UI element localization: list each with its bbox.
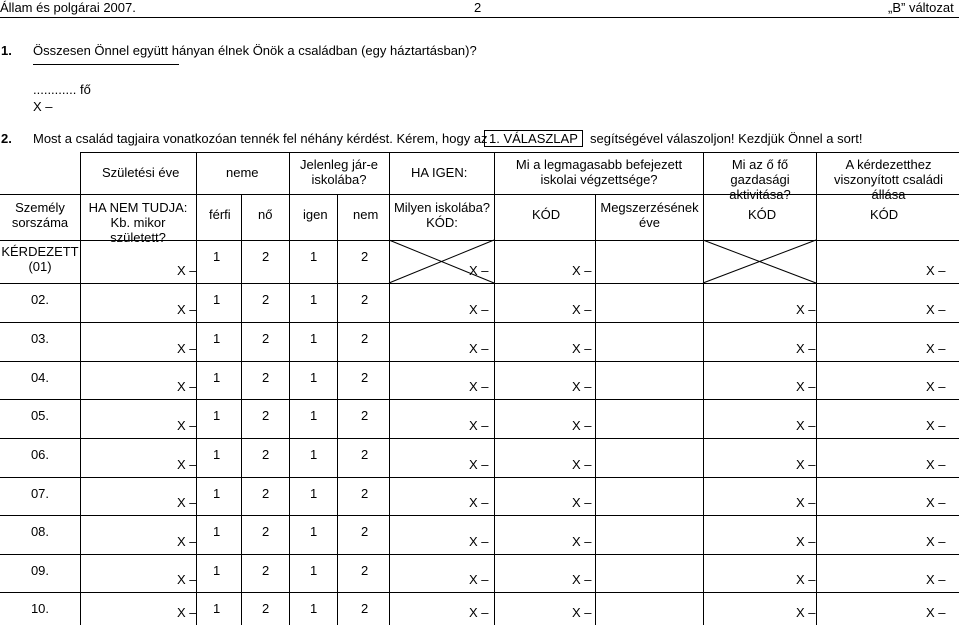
option-code: 2 bbox=[361, 447, 369, 462]
option-code: 1 bbox=[213, 370, 221, 385]
q1-number: 1. bbox=[1, 43, 12, 58]
th-ha-nem: HA NEM TUDJA: Kb. mikor született? bbox=[88, 200, 188, 245]
option-code: 2 bbox=[262, 370, 270, 385]
relation-code: X – bbox=[926, 495, 946, 510]
education-code: X – bbox=[572, 495, 592, 510]
option-code: 1 bbox=[213, 249, 221, 264]
option-code: 1 bbox=[213, 563, 221, 578]
birth-code: X – bbox=[177, 302, 197, 317]
option-code: 1 bbox=[310, 601, 318, 616]
option-code: 2 bbox=[262, 292, 270, 307]
school-code: X – bbox=[469, 263, 489, 278]
relation-code: X – bbox=[926, 263, 946, 278]
birth-code: X – bbox=[177, 418, 197, 433]
education-code: X – bbox=[572, 263, 592, 278]
option-code: 2 bbox=[262, 249, 270, 264]
option-code: 2 bbox=[361, 601, 369, 616]
q1-text: Összesen Önnel együtt hányan élnek Önök a családban (egy háztartásban)? bbox=[33, 43, 477, 58]
option-code: 1 bbox=[310, 447, 318, 462]
option-code: 2 bbox=[262, 486, 270, 501]
option-code: 1 bbox=[213, 408, 221, 423]
activity-code: X – bbox=[796, 418, 816, 433]
education-code: X – bbox=[572, 457, 592, 472]
relation-code: X – bbox=[926, 605, 946, 620]
birth-code: X – bbox=[177, 495, 197, 510]
relation-code: X – bbox=[926, 418, 946, 433]
school-code: X – bbox=[469, 379, 489, 394]
relation-code: X – bbox=[926, 572, 946, 587]
option-code: 1 bbox=[213, 524, 221, 539]
th-sex: neme bbox=[226, 165, 259, 180]
option-code: 1 bbox=[213, 447, 221, 462]
birth-code: X – bbox=[177, 379, 197, 394]
option-code: 2 bbox=[361, 486, 369, 501]
activity-code: X – bbox=[796, 457, 816, 472]
option-code: 1 bbox=[310, 292, 318, 307]
education-code: X – bbox=[572, 572, 592, 587]
header-right: „B” változat bbox=[888, 0, 954, 15]
option-code: 1 bbox=[310, 524, 318, 539]
school-code: X – bbox=[469, 534, 489, 549]
option-code: 2 bbox=[262, 601, 270, 616]
th-attends: Jelenleg jár-e iskolába? bbox=[299, 157, 379, 187]
option-code: 2 bbox=[361, 331, 369, 346]
school-code: X – bbox=[469, 457, 489, 472]
option-code: 1 bbox=[310, 249, 318, 264]
option-code: 1 bbox=[310, 563, 318, 578]
th-person: Személy sorszáma bbox=[11, 200, 69, 230]
option-code: 2 bbox=[361, 408, 369, 423]
header-left: Állam és polgárai 2007. bbox=[0, 0, 136, 15]
option-code: 2 bbox=[262, 524, 270, 539]
th-kod-act: KÓD bbox=[748, 207, 777, 222]
row-label: 06. bbox=[30, 447, 50, 462]
option-code: 1 bbox=[310, 486, 318, 501]
th-relation: A kérdezetthez viszonyított családi állása bbox=[833, 157, 944, 202]
row-label: KÉRDEZETT (01) bbox=[1, 244, 79, 274]
option-code: 2 bbox=[361, 524, 369, 539]
school-code: X – bbox=[469, 302, 489, 317]
option-code: 2 bbox=[262, 408, 270, 423]
q1-code: X – bbox=[33, 99, 53, 114]
school-code: X – bbox=[469, 495, 489, 510]
education-code: X – bbox=[572, 341, 592, 356]
q1-answer: ............ fő bbox=[33, 82, 91, 97]
option-code: 1 bbox=[213, 601, 221, 616]
activity-code: X – bbox=[796, 302, 816, 317]
q2-number: 2. bbox=[1, 131, 12, 146]
activity-code: X – bbox=[796, 534, 816, 549]
school-code: X – bbox=[469, 418, 489, 433]
option-code: 1 bbox=[310, 408, 318, 423]
school-code: X – bbox=[469, 572, 489, 587]
option-code: 1 bbox=[310, 331, 318, 346]
birth-code: X – bbox=[177, 263, 197, 278]
row-label: 03. bbox=[30, 331, 50, 346]
relation-code: X – bbox=[926, 379, 946, 394]
option-code: 2 bbox=[262, 331, 270, 346]
th-milyen: Milyen iskolába? KÓD: bbox=[393, 200, 491, 230]
option-code: 1 bbox=[213, 331, 221, 346]
activity-code: X – bbox=[796, 605, 816, 620]
th-nem: nem bbox=[353, 207, 379, 222]
education-code: X – bbox=[572, 379, 592, 394]
activity-code: X – bbox=[796, 341, 816, 356]
th-igen: igen bbox=[303, 207, 328, 222]
th-kod-edu: KÓD bbox=[532, 207, 561, 222]
row-label: 02. bbox=[30, 292, 50, 307]
option-code: 2 bbox=[361, 292, 369, 307]
education-code: X – bbox=[572, 605, 592, 620]
activity-code: X – bbox=[796, 379, 816, 394]
th-education: Mi a legmagasabb befejezett iskolai végzettsége? bbox=[515, 157, 683, 187]
birth-code: X – bbox=[177, 605, 197, 620]
valaszlap-box: 1. VÁLASZLAP bbox=[484, 130, 583, 147]
education-code: X – bbox=[572, 418, 592, 433]
q2-text-before: Most a család tagjaira vonatkozóan tennék fel néhány kérdést. Kérem, hogy az bbox=[33, 131, 488, 146]
th-no: nő bbox=[258, 207, 273, 222]
option-code: 2 bbox=[361, 370, 369, 385]
relation-code: X – bbox=[926, 341, 946, 356]
row-label: 04. bbox=[30, 370, 50, 385]
education-code: X – bbox=[572, 302, 592, 317]
school-code: X – bbox=[469, 341, 489, 356]
th-year-obtained: Megszerzésének éve bbox=[600, 200, 699, 230]
th-birth: Születési éve bbox=[102, 165, 180, 180]
activity-code: X – bbox=[796, 495, 816, 510]
relation-code: X – bbox=[926, 534, 946, 549]
option-code: 2 bbox=[361, 249, 369, 264]
page-number: 2 bbox=[474, 0, 482, 15]
th-ferfi: férfi bbox=[209, 207, 231, 222]
birth-code: X – bbox=[177, 534, 197, 549]
relation-code: X – bbox=[926, 302, 946, 317]
option-code: 2 bbox=[262, 447, 270, 462]
activity-code: X – bbox=[796, 572, 816, 587]
option-code: 2 bbox=[262, 563, 270, 578]
th-ha-igen: HA IGEN: bbox=[411, 165, 468, 180]
option-code: 1 bbox=[310, 370, 318, 385]
option-code: 1 bbox=[213, 292, 221, 307]
row-label: 10. bbox=[30, 601, 50, 616]
birth-code: X – bbox=[177, 341, 197, 356]
row-label: 05. bbox=[30, 408, 50, 423]
th-activity: Mi az ő fő gazdasági aktivitása? bbox=[729, 157, 791, 202]
birth-code: X – bbox=[177, 572, 197, 587]
education-code: X – bbox=[572, 534, 592, 549]
row-label: 09. bbox=[30, 563, 50, 578]
th-kod-rel: KÓD bbox=[870, 207, 899, 222]
school-code: X – bbox=[469, 605, 489, 620]
q2-text-after: segítségével válaszoljon! Kezdjük Önnel a sort! bbox=[590, 131, 863, 146]
relation-code: X – bbox=[926, 457, 946, 472]
row-label: 07. bbox=[30, 486, 50, 501]
row-label: 08. bbox=[30, 524, 50, 539]
option-code: 1 bbox=[213, 486, 221, 501]
birth-code: X – bbox=[177, 457, 197, 472]
option-code: 2 bbox=[361, 563, 369, 578]
